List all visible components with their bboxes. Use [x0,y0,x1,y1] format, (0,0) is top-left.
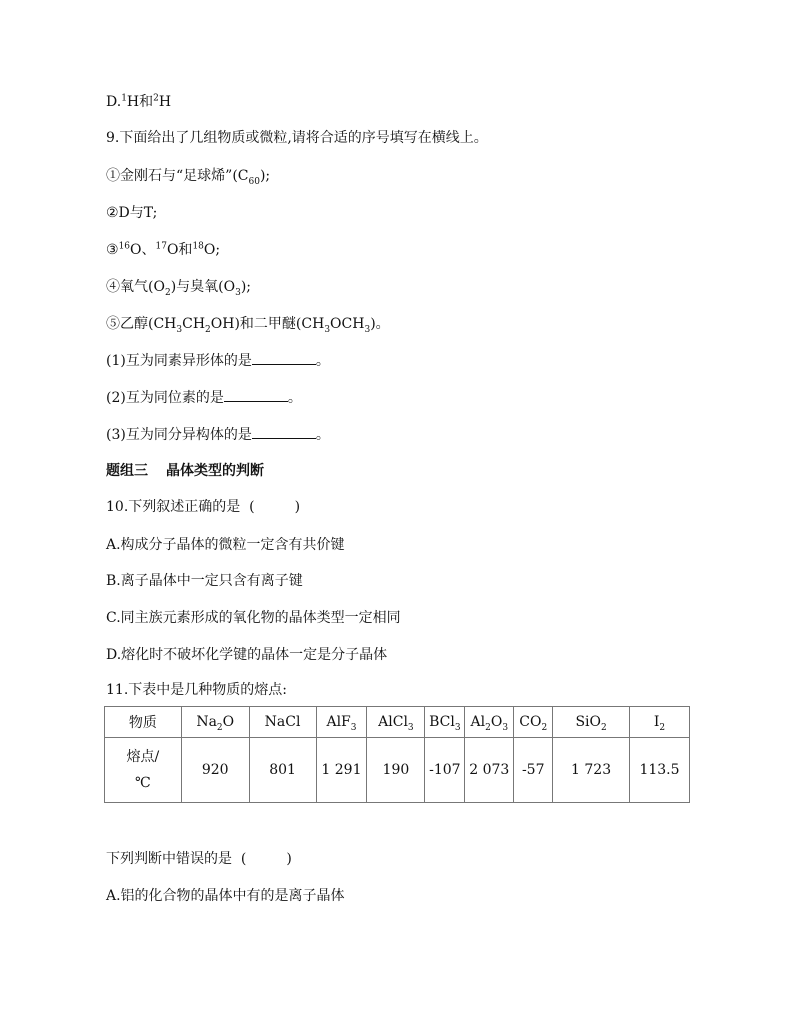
q9-sub-question-3 [106,425,330,445]
q9-item-3 [106,240,220,260]
q11-option-a: A.铝的化合物的晶体中有的是离子晶体 [106,888,345,904]
conjunction: 和 [139,94,154,110]
header-cell: NaCl [249,707,316,738]
header-cell [630,707,690,738]
value-cell: 190 [367,738,425,803]
q9-item-4 [106,277,251,297]
formula-text: AlCl [378,714,408,730]
mass-number: 17 [155,241,167,252]
subscript: 2 [216,722,223,733]
question-text: 下列判断中错误的是 [106,851,232,867]
value-cell: 113.5 [630,738,690,803]
item-text: O、 [130,242,156,258]
item-text: CH [182,316,206,332]
value-cell: 801 [249,738,316,803]
item-number: ③ [106,242,119,258]
subscript: 2 [659,722,666,733]
formula-text: I [653,714,660,730]
header-cell [316,707,367,738]
formula-text: AlF [326,714,351,730]
item-text: )与臭氧(O [170,279,236,295]
item-text: O; [203,242,221,258]
q9-item-5 [106,314,390,334]
q9-item-1 [106,166,270,186]
subscript: 2 [164,287,171,298]
subscript: 3 [407,722,414,733]
subscript: 3 [364,324,371,335]
item-text: OCH [330,316,365,332]
value-cell: 920 [181,738,249,803]
subscript: 3 [350,722,357,733]
item-text: ); [259,168,271,184]
punctuation: 。 [287,390,302,406]
answer-paren-left: ( [240,851,247,867]
mass-number: 1 [121,93,127,104]
subscript: 2 [601,722,607,733]
header-cell [425,707,465,738]
header-cell [553,707,630,738]
q10-option-b: B.离子晶体中一定只含有离子键 [106,573,303,589]
table-header-row [105,707,690,738]
item-text: )。 [370,316,390,332]
section-subtitle: 晶体类型的判断 [166,463,264,479]
value-cell: 2 073 [465,738,514,803]
subscript: 60 [248,176,260,187]
answer-paren-right: ) [286,851,292,867]
formula-text: CO [519,714,542,730]
row-label-melting-point [105,738,182,803]
mass-number: 18 [192,241,204,252]
answer-blank[interactable] [252,426,316,439]
q9-item-2: ②D与T; [106,205,158,221]
item-text: ⑤乙醇(CH [106,316,177,332]
sub-question-text: (3)互为同分异构体的是 [106,427,252,443]
value-cell: -57 [514,738,553,803]
subscript: 2 [485,722,491,733]
q10-stem [106,497,300,517]
value-cell: 1 291 [316,738,367,803]
element-symbol: H [126,94,140,110]
melting-point-table [104,706,690,803]
q9-stem: 9.下面给出了几组物质或微粒,请将合适的序号填写在横线上。 [106,130,488,146]
formula-text: O [222,714,235,730]
punctuation: 。 [315,427,330,443]
formula-text: Al [470,714,486,730]
section-heading [106,461,264,481]
q11-stem: 11.下表中是几种物质的熔点: [106,682,287,698]
value-cell: -107 [425,738,465,803]
mass-number: 2 [153,93,159,104]
subscript: 3 [235,287,241,298]
q9-sub-question-2 [106,388,302,408]
header-cell [465,707,514,738]
answer-blank[interactable] [224,389,288,402]
sub-question-text: (2)互为同位素的是 [106,390,224,406]
label-line: 熔点/ [126,749,160,765]
q10-option-d: D.熔化时不破坏化学键的晶体一定是分子晶体 [106,647,388,663]
formula-text: BCl [429,714,455,730]
sub-question-text: (1)互为同素异形体的是 [106,353,252,369]
header-cell [514,707,553,738]
row-label-substance: 物质 [105,707,182,738]
header-cell [367,707,425,738]
item-text: O和 [166,242,193,258]
formula-text: Na [196,714,217,730]
formula-text: O [490,714,503,730]
q9-sub-question-1 [106,351,330,371]
item-text: ④氧气(O [106,279,165,295]
subscript: 3 [324,324,331,335]
subscript: 2 [205,324,211,335]
label-unit: ℃ [135,775,151,791]
value-cell: 1 723 [553,738,630,803]
element-symbol: H [158,94,172,110]
table-value-row [105,738,690,803]
mass-number: 16 [118,241,131,252]
formula-text: SiO [575,714,601,730]
option-label: D. [106,94,122,110]
item-text: ①金刚石与“足球烯”(C [106,168,249,184]
subscript: 3 [502,722,509,733]
answer-blank[interactable] [252,352,316,365]
q10-option-c: C.同主族元素形成的氧化物的晶体类型一定相同 [106,610,401,626]
answer-paren-right: ) [294,499,301,515]
q11-question [106,849,292,869]
subscript: 2 [541,722,548,733]
q8-option-d [106,92,171,112]
section-title: 题组三 [106,463,148,479]
item-text: ); [240,279,252,295]
subscript: 3 [454,722,461,733]
header-cell [181,707,249,738]
item-text: OH)和二甲醚(CH [210,316,325,332]
question-text: 10.下列叙述正确的是 [106,499,241,515]
q10-option-a: A.构成分子晶体的微粒一定含有共价键 [106,537,345,553]
punctuation: 。 [315,353,330,369]
subscript: 3 [176,324,183,335]
answer-paren-left: ( [249,499,255,515]
